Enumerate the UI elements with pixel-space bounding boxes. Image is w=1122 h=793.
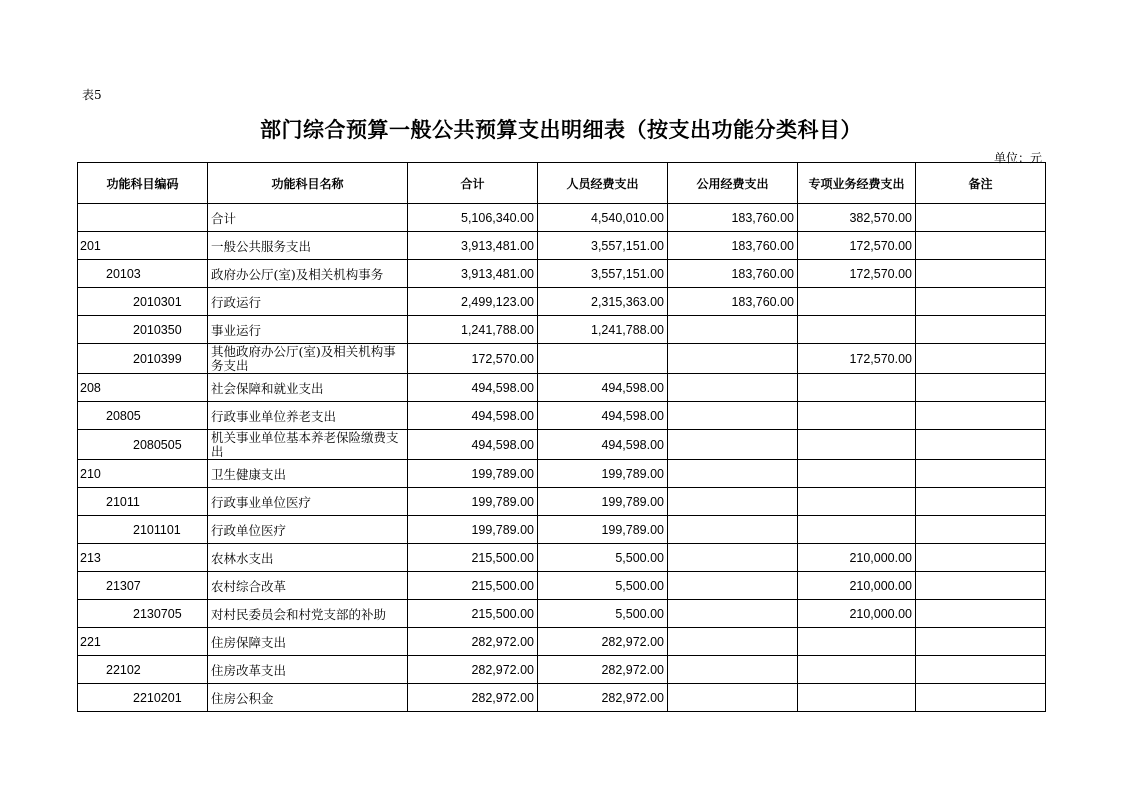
cell-total: 3,913,481.00	[408, 260, 538, 288]
cell-note	[916, 488, 1046, 516]
cell-public	[668, 460, 798, 488]
cell-code: 201	[78, 232, 208, 260]
cell-total: 1,241,788.00	[408, 316, 538, 344]
cell-code: 2010399	[78, 344, 208, 374]
col-header-special: 专项业务经费支出	[798, 163, 916, 204]
cell-total: 282,972.00	[408, 628, 538, 656]
cell-code: 2101101	[78, 516, 208, 544]
cell-public: 183,760.00	[668, 232, 798, 260]
table-row	[78, 402, 1046, 430]
cell-note	[916, 430, 1046, 460]
cell-personnel: 4,540,010.00	[538, 204, 668, 232]
cell-total: 3,913,481.00	[408, 232, 538, 260]
cell-name: 机关事业单位基本养老保险缴费支出	[208, 430, 408, 460]
cell-total: 494,598.00	[408, 402, 538, 430]
cell-special	[798, 288, 916, 316]
cell-special	[798, 316, 916, 344]
cell-special	[798, 402, 916, 430]
cell-personnel: 5,500.00	[538, 544, 668, 572]
cell-note	[916, 204, 1046, 232]
cell-total: 494,598.00	[408, 430, 538, 460]
cell-personnel: 3,557,151.00	[538, 260, 668, 288]
cell-special: 172,570.00	[798, 232, 916, 260]
cell-name: 住房改革支出	[208, 656, 408, 684]
page-title: 部门综合预算一般公共预算支出明细表（按支出功能分类科目）	[260, 118, 862, 142]
cell-public	[668, 600, 798, 628]
cell-special: 382,570.00	[798, 204, 916, 232]
cell-personnel: 199,789.00	[538, 460, 668, 488]
cell-note	[916, 656, 1046, 684]
table-row	[78, 516, 1046, 544]
cell-special	[798, 656, 916, 684]
table-row	[78, 684, 1046, 712]
cell-code: 21011	[78, 488, 208, 516]
table-row	[78, 344, 1046, 374]
cell-total: 172,570.00	[408, 344, 538, 374]
table-row	[78, 628, 1046, 656]
cell-total: 2,499,123.00	[408, 288, 538, 316]
cell-special	[798, 684, 916, 712]
cell-code: 20805	[78, 402, 208, 430]
cell-note	[916, 600, 1046, 628]
cell-personnel: 494,598.00	[538, 374, 668, 402]
cell-public	[668, 344, 798, 374]
cell-name: 行政事业单位养老支出	[208, 402, 408, 430]
table-row	[78, 204, 1046, 232]
table-row	[78, 260, 1046, 288]
col-header-personnel: 人员经费支出	[538, 163, 668, 204]
cell-code: 22102	[78, 656, 208, 684]
cell-name: 住房公积金	[208, 684, 408, 712]
cell-personnel: 282,972.00	[538, 628, 668, 656]
cell-special	[798, 460, 916, 488]
cell-personnel: 5,500.00	[538, 572, 668, 600]
unit-label: 单位：元	[993, 151, 1042, 165]
cell-name: 行政事业单位医疗	[208, 488, 408, 516]
cell-note	[916, 684, 1046, 712]
cell-public	[668, 572, 798, 600]
cell-special	[798, 516, 916, 544]
cell-name: 其他政府办公厅(室)及相关机构事务支出	[208, 344, 408, 374]
cell-code: 221	[78, 628, 208, 656]
cell-personnel: 5,500.00	[538, 600, 668, 628]
cell-public: 183,760.00	[668, 204, 798, 232]
cell-personnel: 494,598.00	[538, 430, 668, 460]
cell-public	[668, 628, 798, 656]
cell-note	[916, 316, 1046, 344]
cell-special: 210,000.00	[798, 572, 916, 600]
cell-public	[668, 488, 798, 516]
cell-public	[668, 516, 798, 544]
table-row	[78, 288, 1046, 316]
cell-total: 5,106,340.00	[408, 204, 538, 232]
cell-total: 494,598.00	[408, 374, 538, 402]
cell-name: 行政单位医疗	[208, 516, 408, 544]
cell-total: 282,972.00	[408, 684, 538, 712]
col-header-code: 功能科目编码	[78, 163, 208, 204]
cell-note	[916, 628, 1046, 656]
cell-personnel: 282,972.00	[538, 684, 668, 712]
cell-public: 183,760.00	[668, 260, 798, 288]
cell-name: 农村综合改革	[208, 572, 408, 600]
cell-personnel: 282,972.00	[538, 656, 668, 684]
table-row	[78, 656, 1046, 684]
cell-name: 卫生健康支出	[208, 460, 408, 488]
cell-note	[916, 374, 1046, 402]
cell-name: 政府办公厅(室)及相关机构事务	[208, 260, 408, 288]
cell-total: 199,789.00	[408, 488, 538, 516]
cell-note	[916, 232, 1046, 260]
cell-personnel: 494,598.00	[538, 402, 668, 430]
header-row	[78, 163, 1046, 204]
cell-code: 20103	[78, 260, 208, 288]
table-row	[78, 460, 1046, 488]
cell-personnel: 199,789.00	[538, 516, 668, 544]
col-header-total: 合计	[408, 163, 538, 204]
table-row	[78, 316, 1046, 344]
budget-table	[77, 162, 1046, 712]
cell-public	[668, 316, 798, 344]
cell-total: 282,972.00	[408, 656, 538, 684]
cell-code: 213	[78, 544, 208, 572]
cell-special: 210,000.00	[798, 600, 916, 628]
cell-code: 2080505	[78, 430, 208, 460]
cell-total: 215,500.00	[408, 572, 538, 600]
col-header-note: 备注	[916, 163, 1046, 204]
cell-special: 172,570.00	[798, 344, 916, 374]
cell-name: 合计	[208, 204, 408, 232]
cell-total: 215,500.00	[408, 600, 538, 628]
cell-code: 21307	[78, 572, 208, 600]
cell-note	[916, 572, 1046, 600]
cell-special: 210,000.00	[798, 544, 916, 572]
cell-name: 一般公共服务支出	[208, 232, 408, 260]
cell-special	[798, 488, 916, 516]
table-row	[78, 600, 1046, 628]
cell-code: 208	[78, 374, 208, 402]
cell-code	[78, 204, 208, 232]
cell-code: 2210201	[78, 684, 208, 712]
cell-note	[916, 260, 1046, 288]
col-header-name: 功能科目名称	[208, 163, 408, 204]
cell-public: 183,760.00	[668, 288, 798, 316]
cell-public	[668, 402, 798, 430]
cell-special: 172,570.00	[798, 260, 916, 288]
cell-name: 社会保障和就业支出	[208, 374, 408, 402]
cell-note	[916, 544, 1046, 572]
cell-code: 210	[78, 460, 208, 488]
cell-special	[798, 430, 916, 460]
cell-name: 事业运行	[208, 316, 408, 344]
cell-personnel	[538, 344, 668, 374]
cell-name: 行政运行	[208, 288, 408, 316]
cell-note	[916, 402, 1046, 430]
cell-note	[916, 516, 1046, 544]
cell-public	[668, 684, 798, 712]
cell-public	[668, 374, 798, 402]
cell-total: 215,500.00	[408, 544, 538, 572]
cell-total: 199,789.00	[408, 460, 538, 488]
cell-total: 199,789.00	[408, 516, 538, 544]
cell-note	[916, 460, 1046, 488]
table-row	[78, 232, 1046, 260]
table-row	[78, 374, 1046, 402]
cell-code: 2130705	[78, 600, 208, 628]
table-row	[78, 488, 1046, 516]
table-row	[78, 572, 1046, 600]
cell-public	[668, 656, 798, 684]
cell-code: 2010301	[78, 288, 208, 316]
cell-special	[798, 374, 916, 402]
cell-personnel: 199,789.00	[538, 488, 668, 516]
cell-personnel: 3,557,151.00	[538, 232, 668, 260]
cell-name: 农林水支出	[208, 544, 408, 572]
table-row	[78, 544, 1046, 572]
cell-note	[916, 288, 1046, 316]
cell-public	[668, 430, 798, 460]
cell-personnel: 1,241,788.00	[538, 316, 668, 344]
col-header-public: 公用经费支出	[668, 163, 798, 204]
cell-special	[798, 628, 916, 656]
cell-personnel: 2,315,363.00	[538, 288, 668, 316]
cell-note	[916, 344, 1046, 374]
cell-public	[668, 544, 798, 572]
cell-name: 住房保障支出	[208, 628, 408, 656]
table-row	[78, 430, 1046, 460]
table-number-label: 表5	[82, 88, 102, 102]
cell-name: 对村民委员会和村党支部的补助	[208, 600, 408, 628]
cell-code: 2010350	[78, 316, 208, 344]
